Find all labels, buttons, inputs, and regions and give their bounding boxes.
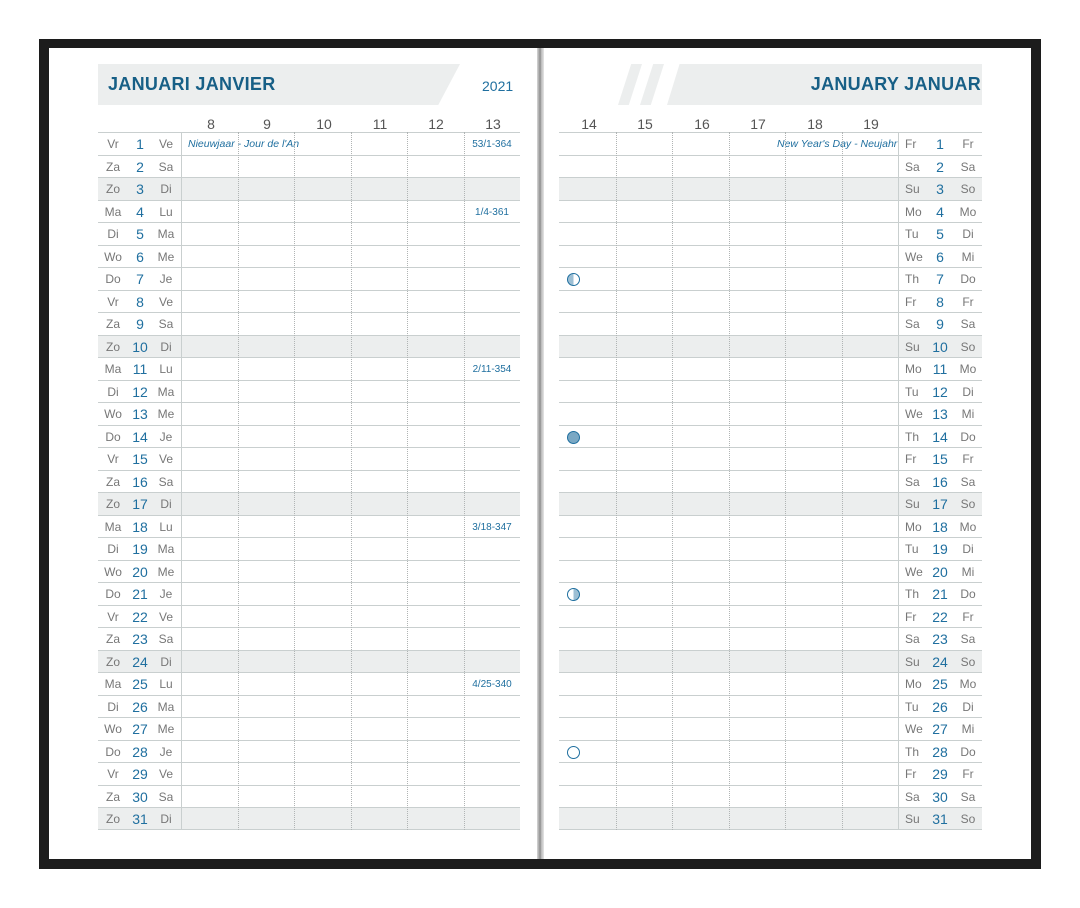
day-row (559, 762, 982, 785)
weekday-french: Je (159, 429, 173, 444)
hour-label: 19 (863, 116, 879, 132)
weekday-dutch: Za (105, 789, 120, 804)
weekday-french: Lu (159, 677, 173, 691)
day-number: 7 (936, 271, 944, 287)
day-row (98, 650, 520, 673)
holiday-label: New Year's Day - Neujahr (777, 138, 898, 150)
day-number: 12 (932, 383, 948, 400)
weekday-dutch: Ma (104, 204, 122, 219)
day-number: 21 (932, 586, 948, 602)
weekday-dutch: Ma (104, 362, 122, 376)
day-number: 9 (136, 316, 144, 332)
day-number: 14 (132, 428, 148, 445)
day-number: 7 (136, 271, 144, 287)
day-row (559, 785, 982, 808)
column-divider (785, 132, 786, 830)
day-number: 20 (132, 563, 148, 580)
day-row (98, 717, 520, 740)
day-number: 4 (136, 203, 144, 220)
day-row (559, 627, 982, 650)
day-number: 28 (932, 743, 948, 760)
weekday-english: Su (905, 654, 920, 669)
weekday-english: Th (905, 587, 920, 601)
weekday-english: Fr (905, 609, 917, 624)
day-row (98, 470, 520, 493)
day-number: 17 (132, 496, 148, 512)
weekday-french: Ma (157, 384, 175, 399)
day-row (98, 582, 520, 605)
weekday-french: Di (160, 497, 172, 511)
day-row (98, 537, 520, 560)
day-number: 16 (932, 473, 948, 490)
day-number: 11 (132, 361, 148, 377)
day-row (559, 492, 982, 515)
day-row (98, 695, 520, 718)
weekday-german: Fr (962, 767, 974, 781)
weekday-dutch: Do (105, 272, 121, 286)
weekday-french: Lu (159, 519, 173, 534)
day-row (559, 695, 982, 718)
weekday-german: So (960, 812, 976, 826)
left-day-grid (98, 132, 520, 830)
weekday-english: Th (905, 744, 920, 759)
weekday-french: Je (159, 587, 173, 601)
weekday-french: Lu (159, 362, 173, 376)
weekday-german: Sa (960, 632, 976, 646)
weekday-french: Ma (157, 699, 175, 714)
column-divider (842, 132, 843, 830)
weekday-dutch: Zo (105, 654, 120, 669)
weekday-german: So (960, 339, 976, 354)
day-row (98, 335, 520, 358)
day-number: 8 (136, 293, 144, 310)
day-row (98, 155, 520, 178)
day-row (98, 785, 520, 808)
day-number: 29 (932, 766, 948, 782)
weekday-german: Fr (962, 294, 974, 309)
week-number: 4/25-340 (472, 679, 512, 690)
day-number: 10 (132, 338, 148, 355)
weekday-french: Ve (158, 294, 173, 309)
day-number: 16 (132, 473, 148, 490)
day-number: 27 (932, 721, 948, 737)
weekday-french: Me (157, 407, 175, 421)
day-number: 31 (132, 811, 148, 827)
day-number: 8 (936, 293, 944, 310)
hour-label: 8 (207, 116, 215, 132)
day-number: 30 (132, 788, 148, 805)
weekday-french: Ve (158, 767, 173, 781)
hour-label: 10 (316, 116, 332, 132)
column-divider (294, 132, 295, 830)
day-row (98, 402, 520, 425)
weekday-dutch: Do (105, 744, 121, 759)
day-number: 25 (932, 676, 948, 692)
weekday-french: Di (160, 812, 172, 826)
day-row (559, 222, 982, 245)
weekday-english: Tu (905, 542, 919, 556)
weekday-german: Mi (961, 249, 975, 264)
weekday-german: Do (960, 744, 976, 759)
day-row (98, 605, 520, 628)
column-divider (729, 132, 730, 830)
weekday-french: Ve (158, 609, 173, 624)
weekday-dutch: Vr (107, 767, 119, 781)
day-number: 18 (132, 518, 148, 535)
day-number: 30 (932, 788, 948, 805)
weekday-dutch: Vr (107, 452, 119, 466)
day-row (559, 605, 982, 628)
weekday-german: Sa (960, 317, 976, 331)
day-row (559, 267, 982, 290)
column-divider (351, 132, 352, 830)
weekday-german: Mi (961, 722, 975, 736)
week-number: 53/1-364 (472, 139, 512, 150)
weekday-dutch: Do (105, 587, 121, 601)
weekday-german: Mo (959, 677, 977, 691)
weekday-german: Di (962, 227, 974, 241)
day-number: 20 (932, 563, 948, 580)
weekday-french: Ve (158, 137, 173, 151)
weekday-english: Fr (905, 137, 917, 151)
day-number: 5 (136, 226, 144, 242)
day-row (98, 200, 520, 223)
day-row (98, 515, 520, 538)
weekday-english: Tu (905, 699, 919, 714)
weekday-german: Do (960, 587, 976, 601)
weekday-english: Su (905, 182, 920, 196)
day-number: 25 (132, 676, 148, 692)
day-row (559, 357, 982, 380)
day-row (98, 740, 520, 763)
right-month-title: JANUARY JANUAR (810, 74, 981, 94)
weekday-german: So (960, 497, 976, 511)
weekday-english: Tu (905, 384, 919, 399)
day-number: 5 (936, 226, 944, 242)
day-number: 22 (132, 608, 148, 625)
day-row (98, 132, 520, 155)
day-row (559, 740, 982, 763)
holiday-label: Nieuwjaar - Jour de l'An (188, 138, 300, 150)
day-number: 12 (132, 383, 148, 400)
weekday-dutch: Zo (105, 497, 120, 511)
first-quarter-moon-icon (567, 588, 580, 601)
day-row (98, 380, 520, 403)
column-divider (181, 132, 182, 830)
day-row (98, 177, 520, 200)
day-row (559, 470, 982, 493)
day-row (98, 807, 520, 830)
weekday-english: Fr (905, 452, 917, 466)
day-row (559, 672, 982, 695)
day-number: 13 (132, 406, 148, 422)
weekday-german: Mi (961, 407, 975, 421)
column-divider (238, 132, 239, 830)
year-label: 2021 (482, 78, 514, 94)
right-day-grid (559, 132, 982, 830)
hour-label: 9 (263, 116, 271, 132)
weekday-french: Sa (158, 317, 174, 331)
day-row (559, 290, 982, 313)
day-row (559, 245, 982, 268)
hour-label: 12 (428, 116, 444, 132)
weekday-german: Do (960, 429, 976, 444)
weekday-dutch: Za (105, 632, 120, 646)
day-row (559, 177, 982, 200)
day-number: 6 (136, 248, 144, 265)
weekday-english: Sa (905, 317, 920, 331)
column-divider (616, 132, 617, 830)
day-number: 26 (132, 698, 148, 715)
weekday-english: Sa (905, 789, 920, 804)
day-number: 2 (936, 158, 944, 175)
day-row (559, 200, 982, 223)
day-row (559, 402, 982, 425)
day-row (559, 515, 982, 538)
weekday-english: We (905, 407, 923, 421)
weekday-english: Fr (905, 294, 917, 309)
day-row (98, 357, 520, 380)
day-number: 11 (932, 361, 948, 377)
weekday-dutch: Do (105, 429, 121, 444)
day-number: 3 (936, 181, 944, 197)
week-number: 1/4-361 (475, 206, 509, 218)
weekday-german: Mi (961, 564, 975, 579)
weekday-dutch: Ma (104, 677, 122, 691)
weekday-english: We (905, 249, 923, 264)
weekday-french: Je (159, 744, 173, 759)
day-row (559, 425, 982, 448)
week-number: 3/18-347 (472, 521, 512, 533)
weekday-german: Sa (960, 159, 976, 174)
weekday-english: Fr (905, 767, 917, 781)
weekday-english: Sa (905, 632, 920, 646)
full-moon-icon (567, 746, 580, 759)
hour-label: 17 (750, 116, 766, 132)
weekday-english: Sa (905, 159, 920, 174)
weekday-dutch: Di (107, 542, 119, 556)
weekday-german: So (960, 182, 976, 196)
day-row (98, 762, 520, 785)
day-number: 1 (136, 136, 144, 152)
weekday-german: Sa (960, 789, 976, 804)
day-row (559, 447, 982, 470)
weekday-english: We (905, 564, 923, 579)
weekday-german: Di (962, 699, 974, 714)
day-number: 13 (932, 406, 948, 422)
weekday-french: Lu (159, 204, 173, 219)
weekday-english: Su (905, 339, 920, 354)
hour-label: 15 (637, 116, 653, 132)
day-row (98, 425, 520, 448)
day-number: 18 (932, 518, 948, 535)
day-number: 22 (932, 608, 948, 625)
weekday-french: Sa (158, 789, 174, 804)
weekday-dutch: Wo (104, 564, 122, 579)
day-number: 28 (132, 743, 148, 760)
day-number: 24 (132, 653, 148, 670)
weekday-french: Sa (158, 632, 174, 646)
day-row (559, 155, 982, 178)
weekday-english: Su (905, 497, 920, 511)
weekday-english: We (905, 722, 923, 736)
weekday-dutch: Wo (104, 407, 122, 421)
day-row (559, 335, 982, 358)
weekday-english: Mo (905, 519, 922, 534)
weekday-german: Mo (959, 204, 977, 219)
day-row (559, 582, 982, 605)
day-number: 6 (936, 248, 944, 265)
weekday-dutch: Ma (104, 519, 122, 534)
weekday-german: Di (962, 542, 974, 556)
weekday-german: Sa (960, 474, 976, 489)
day-number: 27 (132, 721, 148, 737)
day-number: 9 (936, 316, 944, 332)
weekday-french: Ma (157, 542, 175, 556)
hour-label: 11 (372, 116, 388, 132)
weekday-english: Th (905, 272, 920, 286)
day-number: 15 (132, 451, 148, 467)
hour-label: 14 (581, 116, 597, 132)
weekday-german: So (960, 654, 976, 669)
weekday-english: Mo (905, 677, 922, 691)
day-number: 17 (932, 496, 948, 512)
day-row (559, 380, 982, 403)
weekday-english: Sa (905, 474, 920, 489)
weekday-dutch: Di (107, 384, 119, 399)
weekday-english: Th (905, 429, 920, 444)
weekday-french: Ma (157, 227, 175, 241)
day-row (98, 627, 520, 650)
weekday-german: Fr (962, 609, 974, 624)
weekday-german: Mo (959, 519, 977, 534)
day-number: 24 (932, 653, 948, 670)
day-number: 26 (932, 698, 948, 715)
day-row (98, 267, 520, 290)
day-row (559, 807, 982, 830)
day-number: 29 (132, 766, 148, 782)
day-row (98, 245, 520, 268)
last-quarter-moon-icon (567, 273, 580, 286)
weekday-french: Sa (158, 474, 174, 489)
new-moon-icon (567, 431, 580, 444)
weekday-english: Mo (905, 204, 922, 219)
column-divider (672, 132, 673, 830)
weekday-english: Tu (905, 227, 919, 241)
book-spine (537, 48, 544, 859)
weekday-french: Ve (158, 452, 173, 466)
weekday-dutch: Vr (107, 609, 119, 624)
weekday-dutch: Di (107, 699, 119, 714)
day-number: 21 (132, 586, 148, 602)
day-number: 4 (936, 203, 944, 220)
day-number: 23 (932, 631, 948, 647)
week-number: 2/11-354 (472, 364, 512, 375)
weekday-french: Di (160, 182, 172, 196)
weekday-dutch: Vr (107, 294, 119, 309)
column-divider (464, 132, 465, 830)
weekday-french: Me (157, 564, 175, 579)
weekday-german: Fr (962, 137, 974, 151)
weekday-dutch: Wo (104, 722, 122, 736)
day-row (98, 492, 520, 515)
weekday-english: Mo (905, 362, 922, 376)
column-divider (898, 132, 899, 830)
day-number: 1 (936, 136, 944, 152)
day-row (98, 672, 520, 695)
weekday-dutch: Zo (105, 339, 120, 354)
day-row (559, 537, 982, 560)
weekday-dutch: Zo (105, 182, 120, 196)
day-number: 10 (932, 338, 948, 355)
day-number: 14 (932, 428, 948, 445)
hour-label: 18 (807, 116, 823, 132)
day-number: 15 (932, 451, 948, 467)
day-row (98, 222, 520, 245)
day-row (559, 312, 982, 335)
weekday-german: Do (960, 272, 976, 286)
day-row (559, 560, 982, 583)
weekday-german: Di (962, 384, 974, 399)
hour-label: 16 (694, 116, 710, 132)
weekday-dutch: Vr (107, 137, 119, 151)
weekday-french: Je (159, 272, 173, 286)
weekday-german: Mo (959, 362, 977, 376)
day-row (559, 650, 982, 673)
day-row (98, 447, 520, 470)
weekday-dutch: Wo (104, 249, 122, 264)
day-number: 19 (132, 541, 148, 557)
weekday-german: Fr (962, 452, 974, 466)
weekday-french: Me (157, 249, 175, 264)
weekday-english: Su (905, 812, 920, 826)
day-number: 19 (932, 541, 948, 557)
day-row (559, 132, 982, 155)
weekday-french: Sa (158, 159, 174, 174)
day-number: 3 (136, 181, 144, 197)
column-divider (407, 132, 408, 830)
weekday-dutch: Za (105, 317, 120, 331)
day-row (98, 290, 520, 313)
weekday-dutch: Zo (105, 812, 120, 826)
weekday-dutch: Di (107, 227, 119, 241)
day-number: 2 (136, 158, 144, 175)
day-row (98, 560, 520, 583)
weekday-french: Di (160, 654, 172, 669)
day-number: 23 (132, 631, 148, 647)
day-row (98, 312, 520, 335)
day-number: 31 (932, 811, 948, 827)
weekday-french: Di (160, 339, 172, 354)
day-row (559, 717, 982, 740)
weekday-dutch: Za (105, 474, 120, 489)
hour-label: 13 (485, 116, 501, 132)
weekday-french: Me (157, 722, 175, 736)
weekday-dutch: Za (105, 159, 120, 174)
left-month-title: JANUARI JANVIER (108, 74, 276, 94)
